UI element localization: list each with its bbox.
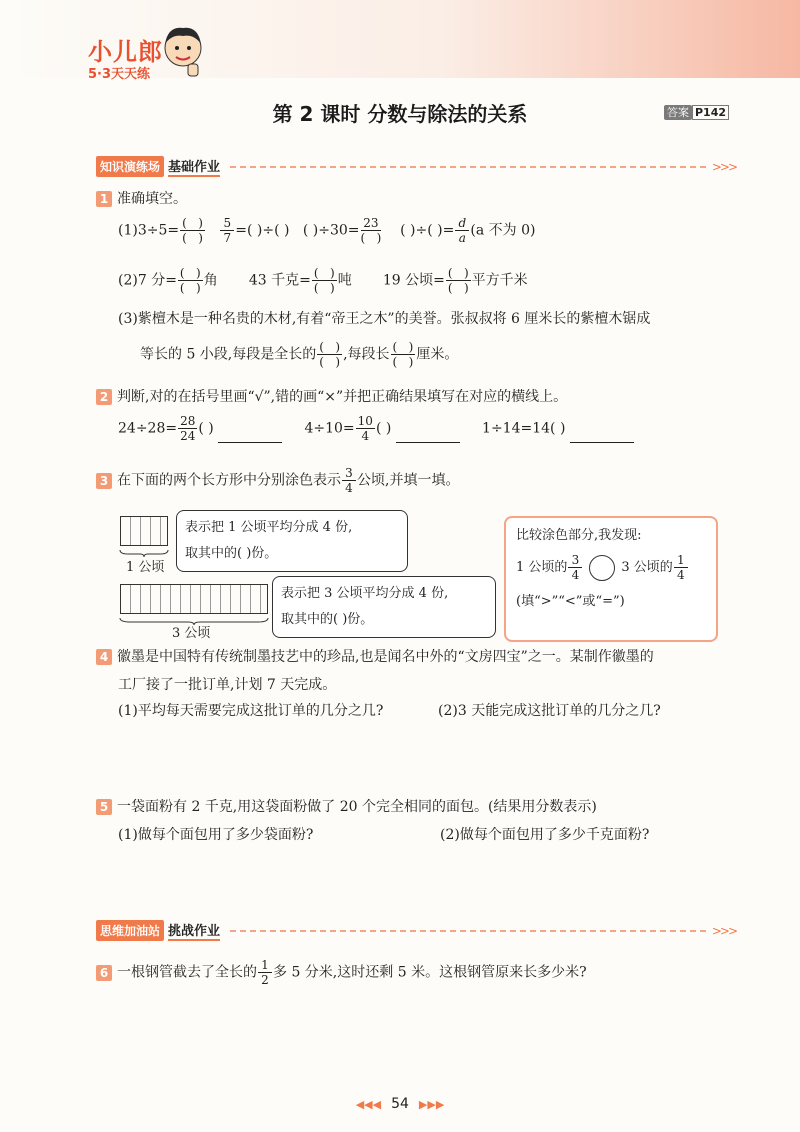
fraction: $\frac{5}{7}$ xyxy=(220,216,234,245)
rectangle-3-hectares[interactable] xyxy=(120,584,268,614)
q2-number: 2 xyxy=(96,389,112,405)
q4-line1 xyxy=(96,646,654,666)
q5-sub2: (2)做每个面包用了多少千克面粉? xyxy=(440,827,650,843)
cartoon-boy-icon xyxy=(158,20,208,80)
q1-p2-a: (2)7 分= xyxy=(118,272,177,289)
section-challenge xyxy=(96,920,736,941)
q1-number: 1 xyxy=(96,191,112,207)
divider xyxy=(230,930,706,932)
q4-sub2: (2)3 天能完成这批订单的几分之几? xyxy=(438,703,661,719)
section-challenge-label: 挑战作业 xyxy=(168,920,220,941)
q5-sub1: (1)做每个面包用了多少袋面粉? xyxy=(118,827,314,843)
unit: 角 xyxy=(203,272,218,289)
q2-prompt xyxy=(96,386,567,406)
q1-part3-line2 xyxy=(140,340,458,369)
blank-fraction[interactable]: $\frac{( )}{( )}$ xyxy=(319,340,341,369)
page-number: 54 xyxy=(391,1096,409,1112)
fraction: $\frac{28}{24}$ xyxy=(180,414,196,443)
bubble1-line1: 表示把 1 公顷平均分成 4 份, xyxy=(185,520,353,535)
blank-fraction[interactable]: $\frac{( )}{( )}$ xyxy=(313,266,335,295)
q1-part2 xyxy=(118,266,528,295)
q1-part3-line1: (3)紫檀木是一种名贵的木材,有着“帝王之木”的美誉。张叔叔将 6 厘米长的紫檀木锯成 xyxy=(118,311,651,327)
q1-p3-c: 厘米。 xyxy=(416,346,459,363)
q2-items xyxy=(118,414,634,443)
q3-prompt xyxy=(96,466,459,495)
q5-line1 xyxy=(96,796,597,816)
q6-text-b: 多 5 分米,这时还剩 5 米。这根钢管原来长多少米? xyxy=(273,964,587,981)
q2-c: 1÷14=14 xyxy=(482,420,551,437)
speech-bubble-1 xyxy=(176,510,408,572)
answer-label: 答案 xyxy=(664,105,692,120)
divider xyxy=(230,166,706,168)
q1-text: 准确填空。 xyxy=(117,191,187,207)
q1-p1-d: ( )÷( )= xyxy=(400,222,455,239)
brand-logo: 小儿郎 xyxy=(88,38,163,66)
q1-p3-a: 等长的 5 小段,每段是全长的 xyxy=(140,346,317,363)
section-basic-label: 基础作业 xyxy=(168,156,220,177)
chevrons-right-icon: >>> xyxy=(711,159,736,174)
page-footer xyxy=(0,1096,800,1112)
unit: 吨 xyxy=(337,272,352,289)
q1-p2-b: 43 千克= xyxy=(248,272,311,289)
q2-text: 判断,对的在括号里画“√”,错的画“×”并把正确结果填写在对应的横线上。 xyxy=(117,389,568,405)
speech-bubble-2 xyxy=(272,576,496,638)
fraction: $\frac{23}{( )}$ xyxy=(360,216,382,245)
q3-text-a: 在下面的两个长方形中分别涂色表示 xyxy=(117,472,341,489)
q2-b: 4÷10= xyxy=(304,420,355,437)
chevrons-right-icon: >>> xyxy=(711,923,736,938)
rect1-label: 1 公顷 xyxy=(126,560,165,575)
discovery-title: 比较涂色部分,我发现: xyxy=(516,528,642,543)
discovery-box xyxy=(504,516,718,642)
judge-paren[interactable]: ( ) xyxy=(550,420,566,437)
bubble2-line2[interactable]: 取其中的( )份。 xyxy=(281,612,374,627)
answer-reference xyxy=(664,104,729,120)
q6-number: 6 xyxy=(96,965,112,981)
page-title: 第 2 课时 分数与除法的关系 xyxy=(272,102,528,126)
q1-prompt xyxy=(96,188,187,208)
brand-subtitle: 5·3天天练 xyxy=(88,67,151,82)
q1-p1-b: =( )÷( ) xyxy=(235,222,290,239)
q6-line xyxy=(96,958,587,987)
fraction: $\frac{10}{4}$ xyxy=(357,414,373,443)
q1-p1-note: (a 不为 0) xyxy=(470,222,536,239)
discovery-compare xyxy=(516,553,706,582)
section-basic-tag: 知识演练场 xyxy=(96,156,164,177)
q6-text-a: 一根钢管截去了全长的 xyxy=(117,964,257,981)
answer-line[interactable] xyxy=(218,442,282,443)
judge-paren[interactable]: ( ) xyxy=(375,420,392,437)
q1-part1 xyxy=(118,216,535,245)
answer-page: P142 xyxy=(692,105,729,120)
compare-left: 1 公顷的 xyxy=(516,560,568,575)
blank-fraction[interactable]: $\frac{( )}{( )}$ xyxy=(182,216,203,245)
bubble2-line1: 表示把 3 公顷平均分成 4 份, xyxy=(281,586,449,601)
unit: 平方千米 xyxy=(471,272,528,289)
q1-p3-b: ,每段长 xyxy=(343,346,390,363)
rectangle-1-hectare[interactable] xyxy=(120,516,168,546)
q2-a: 24÷28= xyxy=(118,420,178,437)
discovery-hint: (填“>”“<”或“=”) xyxy=(516,594,625,609)
answer-line[interactable] xyxy=(570,442,634,443)
q5-number: 5 xyxy=(96,799,112,815)
fraction: $\frac{3}{4}$ xyxy=(342,466,356,495)
q4-sub1: (1)平均每天需要完成这批订单的几分之几? xyxy=(118,703,384,719)
section-basic xyxy=(96,156,736,177)
fraction: $\frac{1}{2}$ xyxy=(258,958,272,987)
q4-text1: 徽墨是中国特有传统制墨技艺中的珍品,也是闻名中外的“文房四宝”之一。某制作徽墨的 xyxy=(117,649,654,665)
q4-number: 4 xyxy=(96,649,112,665)
answer-line[interactable] xyxy=(396,442,460,443)
q1-p1-c: ( )÷30= xyxy=(302,222,360,239)
q5-text1: 一袋面粉有 2 千克,用这袋面粉做了 20 个完全相同的面包。(结果用分数表示) xyxy=(117,799,597,815)
bubble1-line2[interactable]: 取其中的( )份。 xyxy=(185,546,278,561)
right-arrows-icon: ▶▶▶ xyxy=(418,1098,445,1111)
rect2-label: 3 公顷 xyxy=(172,626,211,641)
q4-line2: 工厂接了一批订单,计划 7 天完成。 xyxy=(118,677,337,693)
q3-number: 3 xyxy=(96,473,112,489)
q3-text-b: 公顷,并填一填。 xyxy=(357,472,460,489)
fraction: $\frac{1}{4}$ xyxy=(674,553,688,582)
compare-right: 3 公顷的 xyxy=(621,560,673,575)
compare-circle[interactable] xyxy=(589,555,615,581)
judge-paren[interactable]: ( ) xyxy=(198,420,214,437)
left-arrows-icon: ◀◀◀ xyxy=(355,1098,382,1111)
fraction: $\frac{3}{4}$ xyxy=(568,553,582,582)
blank-fraction[interactable]: $\frac{( )}{( )}$ xyxy=(179,266,201,295)
blank-fraction[interactable]: $\frac{( )}{( )}$ xyxy=(392,340,414,369)
blank-fraction[interactable]: $\frac{( )}{( )}$ xyxy=(447,266,469,295)
q1-p2-c: 19 公顷= xyxy=(382,272,445,289)
section-challenge-tag: 思维加油站 xyxy=(96,920,164,941)
q1-p1-a: (1)3÷5= xyxy=(118,222,180,239)
fraction: $\frac{d}{a}$ xyxy=(455,216,469,245)
